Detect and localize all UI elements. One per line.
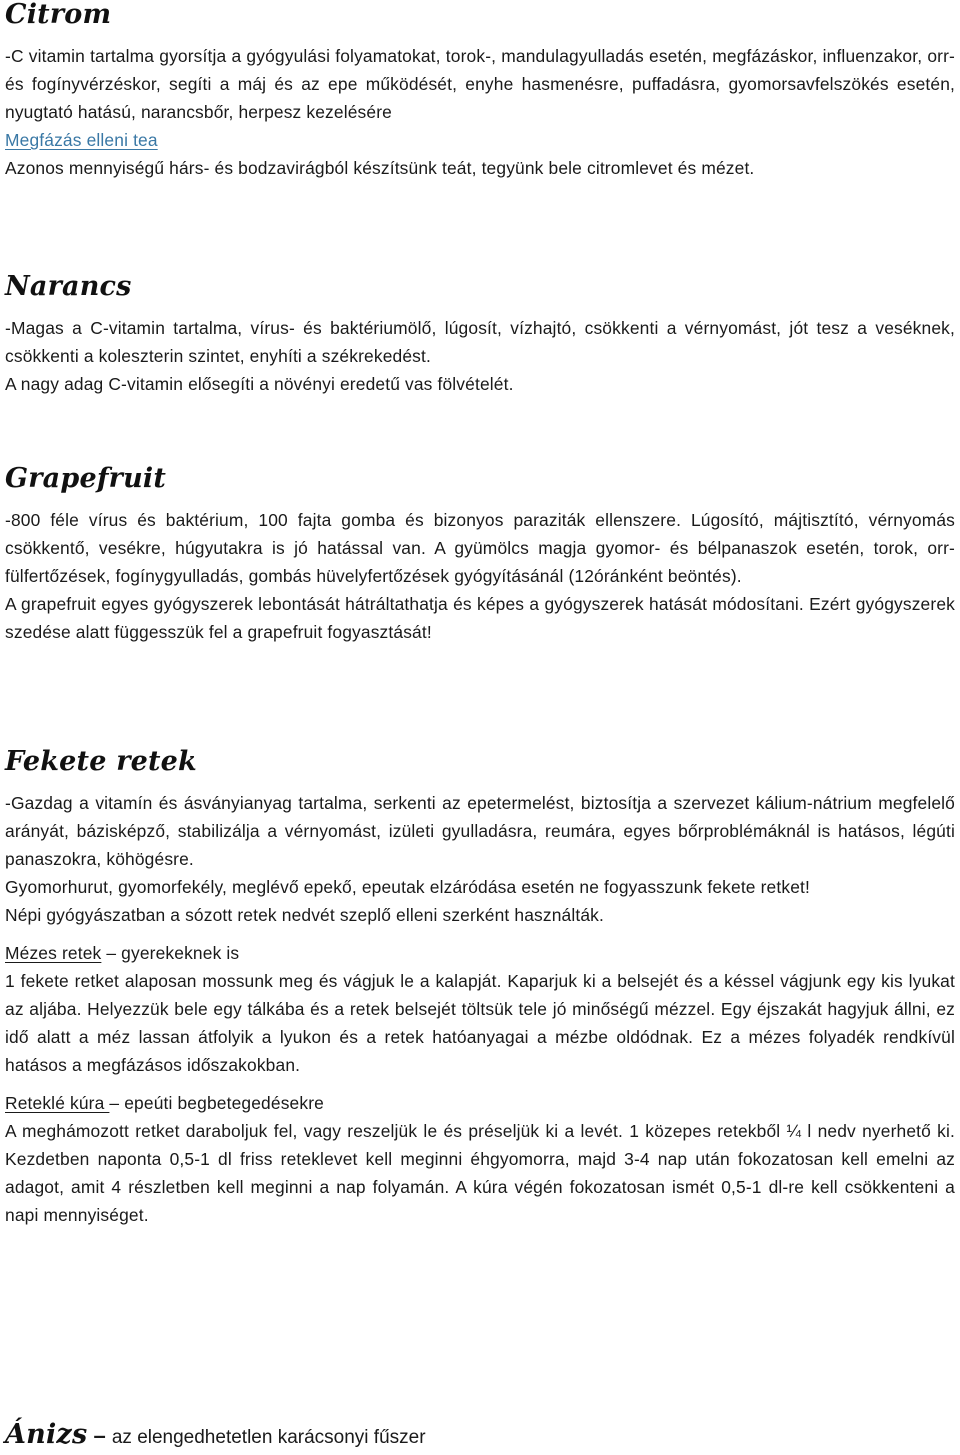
section-aniz — [5, 1420, 955, 1455]
citrom-subheading — [5, 126, 955, 154]
retekle-kura-body: A meghámozott retket daraboljuk fel, vagy reszeljük le és préseljük ki a levét. 1 közepes retekből ¼ l nedv nyerhető ki. Kezdetben naponta 0,5-1 dl friss reteklevet kell meginni éhgyomorra, majd 3-4 nap után fokozatosan kell emelni az adagot, amit 4 részletben kell meginni a nap folyamán. A kúra végén fokozatosan ismét 0,5-1 dl-re kell csökkenteni a napi mennyiséget. — [5, 1121, 955, 1225]
fekete-retek-body-3: Népi gyógyászatban a sózott retek nedvét szeplő elleni szerként használták. — [5, 905, 605, 925]
aniz-dash: – — [87, 1423, 112, 1448]
mezes-retek-heading — [5, 939, 955, 967]
mezes-retek-body: 1 fekete retket alaposan mossunk meg és vágjuk le a kalapját. Kaparjuk ki a belsejét és a késsel vágjunk egy kis lyukat az aljába. Helyezzük bele egy tálkába és a retek belsejét töltsük tele jó minőségű mézzel. Egy éjszakát hagyjuk állni, ez idő alatt a méz lassan átfolyik a lyukon és a retek hatóanyagai a mézbe oldódnak. Ez a mézes folyadék rendkívül hatásos a megfázásos időszakokban. — [5, 971, 955, 1075]
grapefruit-body: -800 féle vírus és baktérium, 100 fajta gomba és bizonyos paraziták ellenszere. Lúgosító, májtisztító, vérnyomás csökkentő, vesékre, húgyutakra is jó hatással van. A gyümölcs magja gyomor- és bélpanaszok esetén, torok, orr-fülfertőzések, fogínygyulladás, gombás hüvelyfertőzések gyógyításánál (12óránként beöntés). — [5, 510, 955, 586]
citrom-body: -C vitamin tartalma gyorsítja a gyógyulási folyamatokat, torok-, mandulagyulladás esetén, megfázáskor, influenzakor, orr- és fogínyvérzéskor, segíti a máj és az epe működését, enyhe hasmenésre, puffadásra, gyomorsavfelszökés esetén, nyugtató hatású, narancsbőr, herpesz kezelésére — [5, 46, 955, 122]
mezes-retek-title: Mézes retek — [5, 943, 102, 963]
aniz-heading-line — [5, 1420, 955, 1455]
section-grapefruit — [5, 464, 955, 646]
narancs-body-2: A nagy adag C-vitamin elősegíti a növényi eredetű vas fölvételét. — [5, 374, 514, 394]
section-fekete-retek — [5, 747, 955, 1229]
tea-subheading-text: Megfázás elleni tea — [5, 130, 158, 150]
mezes-retek-suffix: – gyerekeknek is — [101, 943, 240, 963]
heading-narancs: Narancs — [5, 271, 132, 302]
narancs-body: -Magas a C-vitamin tartalma, vírus- és baktériumölő, lúgosít, vízhajtó, csökkenti a vérnyomást, jót tesz a veséknek, csökkenti a koleszterin szintet, enyhíti a székrekedést. — [5, 318, 955, 366]
section-narancs — [5, 272, 955, 398]
retekle-kura-suffix: – epeúti begbetegedésekre — [109, 1093, 324, 1113]
retekle-kura-title: Reteklé kúra — [5, 1093, 110, 1113]
fekete-retek-body-2: Gyomorhurut, gyomorfekély, meglévő epekő, epeutak elzáródása esetén ne fogyasszunk fekete retket! — [5, 877, 810, 897]
grapefruit-body-2: A grapefruit egyes gyógyszerek lebontását hátráltathatja és képes a gyógyszerek hatását módosítani. Ezért gyógyszerek szedése alatt függesszük fel a grapefruit fogyasztását! — [5, 594, 955, 642]
section-citrom — [5, 0, 955, 182]
citrom-recipe: Azonos mennyiségű hárs- és bodzavirágból készítsünk teát, tegyünk bele citromlevet és mézet. — [5, 158, 755, 178]
fekete-retek-body: -Gazdag a vitamín és ásványianyag tartalma, serkenti az epetermelést, biztosítja a szervezet kálium-nátrium megfelelő arányát, bázisképző, stabilizálja a vérnyomást, izületi gyulladásra, reumára, egyes bőrproblémáknál is hatásos, légúti panaszokra, köhögésre. — [5, 793, 955, 869]
retekle-kura-heading — [5, 1089, 955, 1117]
heading-citrom: Citrom — [5, 0, 112, 30]
heading-fekete-retek: Fekete retek — [5, 746, 197, 777]
heading-aniz: Ánizs — [5, 1419, 88, 1450]
aniz-subtitle: az elengedhetetlen karácsonyi fűszer — [111, 1427, 426, 1448]
heading-grapefruit: Grapefruit — [5, 463, 167, 494]
